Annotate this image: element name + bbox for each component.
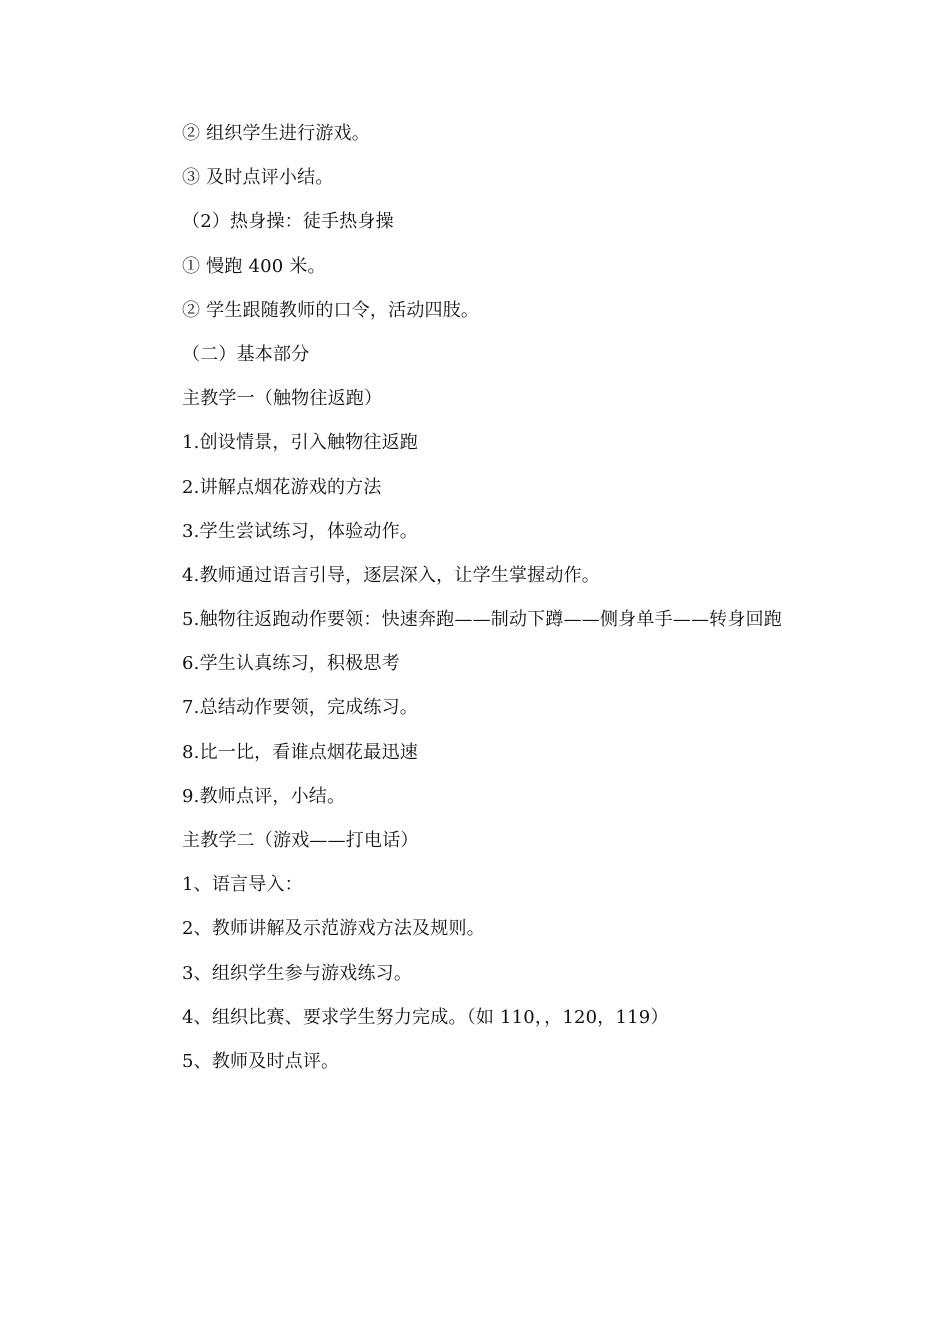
list-item: 5、教师及时点评。 xyxy=(182,1050,340,1072)
section-warmup-exercise: （2）热身操：徒手热身操 xyxy=(182,211,394,233)
main-teaching-one-heading: 主教学一（触物往返跑） xyxy=(182,388,383,410)
main-teaching-two-heading: 主教学二（游戏——打电话） xyxy=(182,830,419,851)
list-item: 4、组织比赛、要求学生努力完成。（如 110，，120，119） xyxy=(182,1006,669,1028)
list-item: 7.总结动作要领，完成练习。 xyxy=(182,697,418,719)
list-item: 9.教师点评，小结。 xyxy=(182,785,346,807)
list-item: 4.教师通过语言引导，逐层深入，让学生掌握动作。 xyxy=(182,564,600,586)
step-follow-commands: ② 学生跟随教师的口令，活动四肢。 xyxy=(182,299,480,321)
step-organize-game: ② 组织学生进行游戏。 xyxy=(182,123,370,144)
list-item: 1、语言导入： xyxy=(182,874,303,896)
step-jog: ① 慢跑 400 米。 xyxy=(182,255,326,277)
list-item: 2.讲解点烟花游戏的方法 xyxy=(182,476,382,498)
list-item: 3.学生尝试练习，体验动作。 xyxy=(182,520,418,542)
section-basic-part: （二）基本部分 xyxy=(182,343,310,365)
document-body xyxy=(182,112,882,1084)
list-item: 2、教师讲解及示范游戏方法及规则。 xyxy=(182,918,485,940)
list-item: 3、组织学生参与游戏练习。 xyxy=(182,962,413,984)
list-item: 5.触物往返跑动作要领：快速奔跑——制动下蹲——侧身单手——转身回跑 xyxy=(182,609,782,631)
step-timely-summary: ③ 及时点评小结。 xyxy=(182,167,334,189)
list-item: 6.学生认真练习，积极思考 xyxy=(182,653,400,675)
list-item: 1.创设情景，引入触物往返跑 xyxy=(182,432,418,454)
list-item: 8.比一比，看谁点烟花最迅速 xyxy=(182,741,418,763)
